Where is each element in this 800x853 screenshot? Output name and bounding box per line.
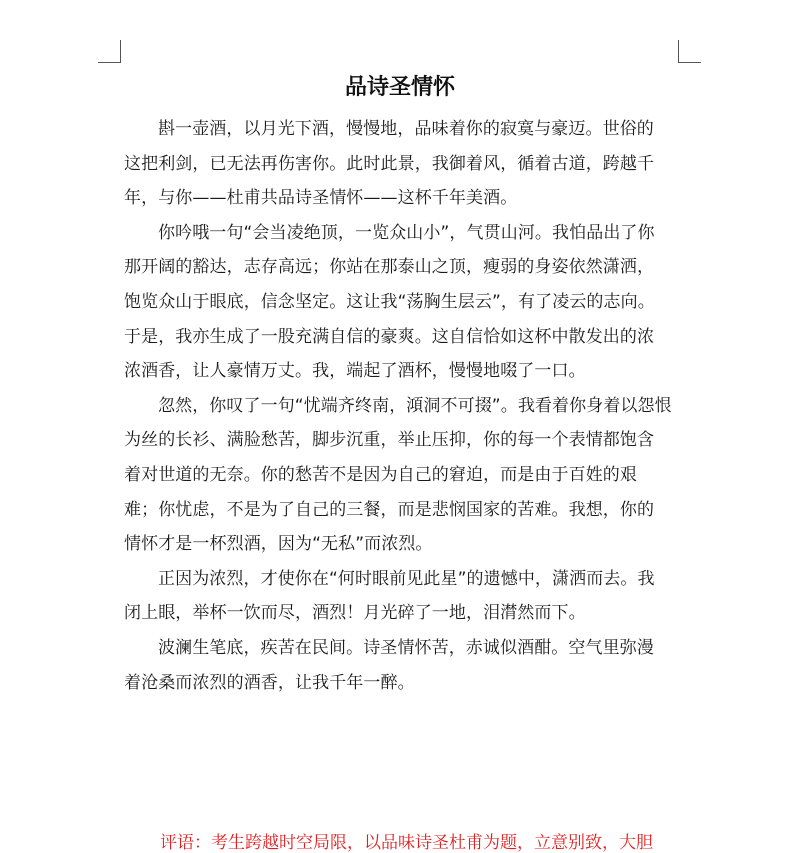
- paragraph-5-line-2: 着沧桑而浓烈的酒香，让我千年一醉。: [124, 672, 415, 693]
- paragraph-2-line-3: 饱览众山于眼底，信念坚定。这让我“荡胸生层云”，有了凌云的志向。: [124, 291, 655, 312]
- paragraph-2-line-2: 那开阔的豁达，志存高远；你站在那泰山之顶，瘦弱的身姿依然潇洒，: [124, 257, 655, 278]
- paragraph-5-line-1: 波澜生笔底，疾苦在民间。诗圣情怀苦，赤诚似酒酣。空气里弥漫: [158, 637, 654, 658]
- crop-mark-top-left: [98, 40, 121, 63]
- paragraph-3-line-3: 着对世道的无奈。你的愁苦不是因为自己的窘迫，而是由于百姓的艰: [124, 464, 637, 485]
- paragraph-4-line-2: 闭上眼，举杯一饮而尽，酒烈！月光碎了一地，泪潸然而下。: [124, 603, 586, 624]
- paragraph-1-line-3: 年，与你——杜甫共品诗圣情怀——这杯千年美酒。: [124, 188, 518, 209]
- paragraph-3-line-5: 情怀才是一杯烈酒，因为“无私”而浓烈。: [124, 534, 433, 555]
- document-title: 品诗圣情怀: [344, 75, 455, 100]
- document-body: [124, 112, 690, 700]
- paragraph-4-line-1: 正因为浓烈，才使你在“何时眼前见此星”的遗憾中，潇洒而去。我: [158, 568, 655, 589]
- paragraph-2-line-5: 浓酒香，让人豪情万丈。我，端起了酒杯，慢慢地啜了一口。: [124, 361, 586, 382]
- paragraph-3-line-4: 难；你忧虑，不是为了自己的三餐，而是悲悯国家的苦难。我想，你的: [124, 499, 655, 520]
- paragraph-1-line-1: 斟一壶酒，以月光下酒，慢慢地，品味着你的寂寞与豪迈。世俗的: [158, 119, 654, 139]
- paragraph-2-line-4: 于是，我亦生成了一股充满自信的豪爽。这自信恰如这杯中散发出的浓: [124, 326, 655, 347]
- teacher-comment: 评语：考生跨越时空局限，以品味诗圣杜甫为题，立意别致，大胆: [160, 833, 653, 853]
- paragraph-2-line-1: 你吟哦一句“会当凌绝顶，一览众山小”，气贯山河。我怕品出了你: [158, 222, 655, 243]
- crop-mark-top-right: [678, 40, 701, 63]
- paragraph-3-line-2: 为丝的长衫、满脸愁苦，脚步沉重，举止压抑，你的每一个表情都饱含: [124, 430, 655, 451]
- paragraph-3-line-1: 忽然，你叹了一句“忧端齐终南，澒洞不可掇”。我看着你身着以怨恨: [158, 395, 672, 416]
- paragraph-1-line-2: 这把利剑，已无法再伤害你。此时此景，我御着风，循着古道，跨越千: [124, 153, 655, 174]
